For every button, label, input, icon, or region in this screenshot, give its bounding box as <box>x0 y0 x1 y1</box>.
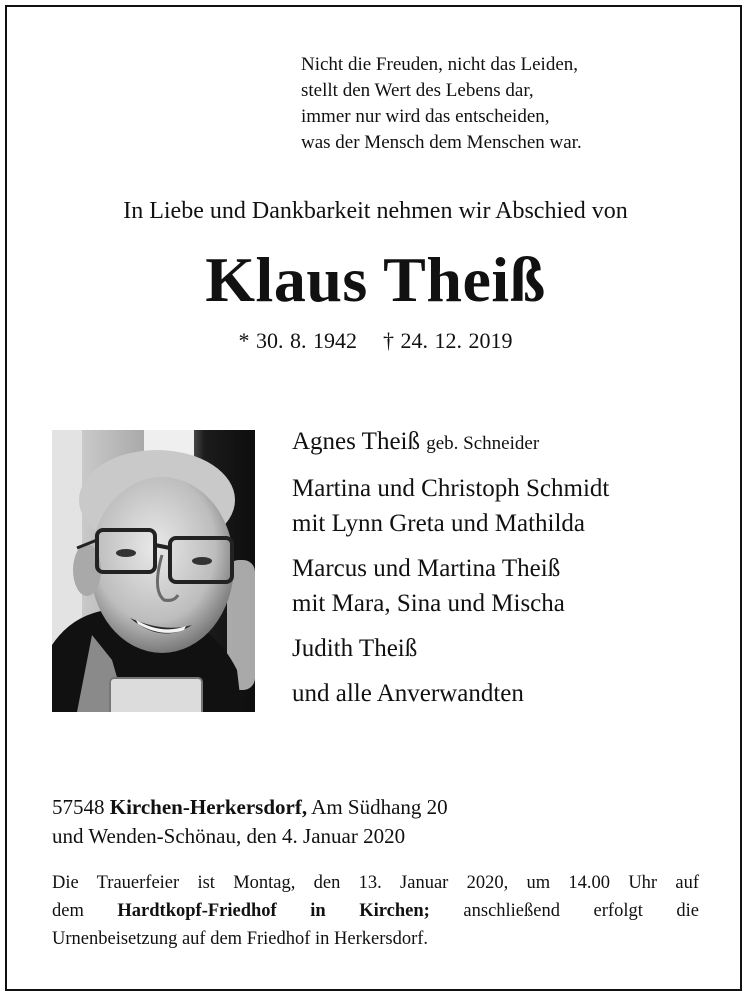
address-zip: 57548 <box>52 795 105 819</box>
death-date: † 24. 12. 2019 <box>383 328 513 353</box>
ceremony-text: anschließend erfolgt die <box>463 901 700 921</box>
mourner-name: Marcus und Martina Theiß <box>292 555 561 582</box>
poem-line: immer nur wird das entscheiden, <box>301 106 550 127</box>
relatives-text: und alle Anverwandten <box>292 680 524 707</box>
poem-line: Nicht die Freuden, nicht das Leiden, <box>301 54 579 75</box>
mourner-group <box>292 471 732 541</box>
mourner-name: Agnes Theiß <box>292 428 420 455</box>
mourner-children: mit Lynn Greta und Mathilda <box>292 510 586 537</box>
address-town: Kirchen-Herkersdorf, <box>109 795 308 819</box>
life-dates <box>0 326 751 356</box>
mourner-group <box>292 676 732 711</box>
maiden-name-note: geb. Schneider <box>426 433 540 454</box>
deceased-name: Klaus Theiß <box>205 244 546 315</box>
address-place-date: und Wenden-Schönau, den 4. Januar 2020 <box>52 824 406 848</box>
mourner-name: Judith Theiß <box>292 635 418 662</box>
mourners-list <box>292 424 732 721</box>
mourner-children: mit Mara, Sina und Mischa <box>292 590 565 617</box>
cemetery-name: Hardtkopf-Friedhof in Kirchen; <box>117 901 430 921</box>
mourner-group <box>292 551 732 621</box>
mourner-group <box>292 631 732 666</box>
poem-line: stellt den Wert des Lebens dar, <box>301 80 534 101</box>
intro-text: In Liebe und Dankbarkeit nehmen wir Abschied von <box>123 198 628 224</box>
address-block <box>52 793 702 851</box>
portrait-photo-icon <box>52 430 255 712</box>
poem-line: was der Mensch dem Menschen war. <box>301 132 582 153</box>
birth-date: * 30. 8. 1942 <box>238 328 357 353</box>
address-street: Am Südhang 20 <box>311 795 448 819</box>
ceremony-line <box>52 897 699 925</box>
poem <box>301 52 721 156</box>
ceremony-text: dem <box>52 901 84 921</box>
ceremony-line: Die Trauerfeier ist Montag, den 13. Januar 2020, um 14.00 Uhr auf <box>52 873 699 893</box>
mourner-name: Martina und Christoph Schmidt <box>292 475 610 502</box>
ceremony-line: Urnenbeisetzung auf dem Friedhof in Herkersdorf. <box>52 929 429 949</box>
mourner-group <box>292 424 732 461</box>
ceremony-notice <box>52 869 699 953</box>
portrait-photo <box>52 430 255 712</box>
